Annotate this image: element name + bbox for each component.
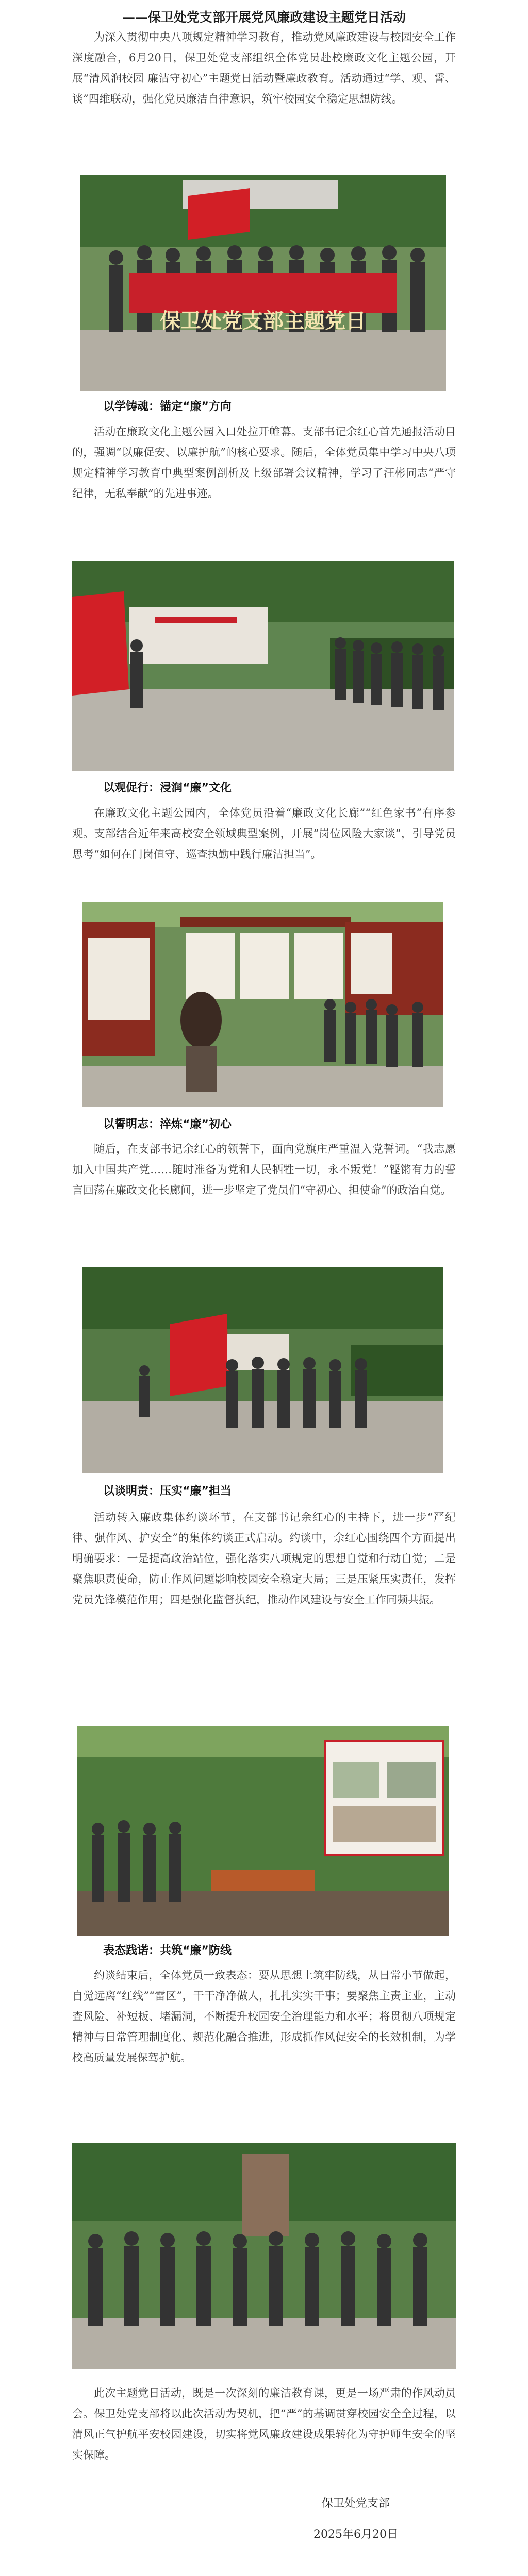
talk-session-photo bbox=[77, 1726, 449, 1936]
section1-paragraph: 活动在廉政文化主题公园入口处拉开帷幕。支部书记余红心首先通报活动目的，强调“以廉促安、以廉护航”的核心要求。随后，全体党员集中学习中央八项规定精神学习教育中典型案例剖析及上级部署会议精神，学习了汪彬同志“严守纪律，无私奉献”的先进事迹。 bbox=[72, 426, 456, 500]
culture-gallery-photo bbox=[82, 902, 443, 1107]
section4-heading: 以谈明责：压实“廉”担当 bbox=[103, 1485, 232, 1498]
section2-paragraph: 在廉政文化主题公园内，全体党员沿着“廉政文化长廊”“红色家书”有序参观。支部结合近年来高校安全领域典型案例，开展“岗位风险大家谈”，引导党员思考“如何在门岗值守、巡查执勤中践行廉洁担当”。 bbox=[72, 807, 456, 860]
section4-paragraph: 活动转入廉政集体约谈环节，在支部书记余红心的主持下，进一步“严纪律、强作风、护安全”的集体约谈正式启动。约谈中，余红心围绕四个方面提出明确要求：一是提高政治站位，强化落实八项规定的思想自觉和行动自觉；二是聚焦职责使命，防止作风问题影响校园安全稳定大局；三是压紧压实责任，发挥党员先锋模范作用；四是强化监督执纪，推动作风建设与安全工作同频共振。 bbox=[72, 1511, 456, 1606]
section1-heading: 以学铸魂：锚定“廉”方向 bbox=[103, 400, 232, 413]
park-entrance-photo bbox=[72, 561, 454, 771]
oath-ceremony-photo bbox=[82, 1267, 443, 1473]
section3-heading: 以誓明志：淬炼“廉”初心 bbox=[103, 1118, 232, 1131]
section3-paragraph: 随后，在支部书记余红心的领誓下，面向党旗庄严重温入党誓词。“我志愿加入中国共产党……随时准备为党和人民牺牲一切，永不叛党！”铿锵有力的誓言回荡在廉政文化长廊间，进一步坚定了党员们“守初心、担使命”的政治自觉。 bbox=[72, 1143, 456, 1196]
intro-paragraph: 为深入贯彻中央八项规定精神学习教育，推动党风廉政建设与校园安全工作深度融合，6月20日，保卫处党支部组织全体党员赴校廉政文化主题公园，开展“清风润校园 廉洁守初心”主题党日活动暨廉政教育。活动通过“学、观、誓、谈”四维联动，强化党员廉洁自律意识，筑牢校园安全稳定思想防线。 bbox=[72, 31, 456, 105]
signature-org: 保卫处党支部 bbox=[321, 2497, 390, 2510]
group-photo-with-banner bbox=[80, 175, 446, 391]
final-group-photo bbox=[72, 2143, 456, 2369]
section5-paragraph: 约谈结束后，全体党员一致表态：要从思想上筑牢防线，从日常小节做起，自觉远离“红线”“雷区”，干干净净做人，扎扎实实干事；要聚焦主责主业，主动查风险、补短板、堵漏洞，不断提升校园安全治理能力和水平；将贯彻八项规定精神与日常管理制度化、规范化融合推进，形成抓作风促安全的长效机制，为学校高质量发展保驾护航。 bbox=[72, 1969, 456, 2064]
section5-heading: 表态践诺：共筑“廉”防线 bbox=[103, 1944, 232, 1957]
section2-heading: 以观促行：浸润“廉”文化 bbox=[103, 782, 232, 794]
signature-date: 2025年6月20日 bbox=[314, 2528, 398, 2541]
article-title: ——保卫处党支部开展党风廉政建设主题党日活动 bbox=[122, 10, 406, 25]
conclusion-paragraph: 此次主题党日活动，既是一次深刻的廉洁教育课，更是一场严肃的作风动员会。保卫处党支部将以此次活动为契机，把“严”的基调贯穿校园安全全过程，以清风正气护航平安校园建设，切实将党风廉政建设成果转化为守护师生安全的坚实保障。 bbox=[72, 2387, 456, 2461]
banner-text: 保卫处党支部主题党日 bbox=[160, 309, 366, 333]
